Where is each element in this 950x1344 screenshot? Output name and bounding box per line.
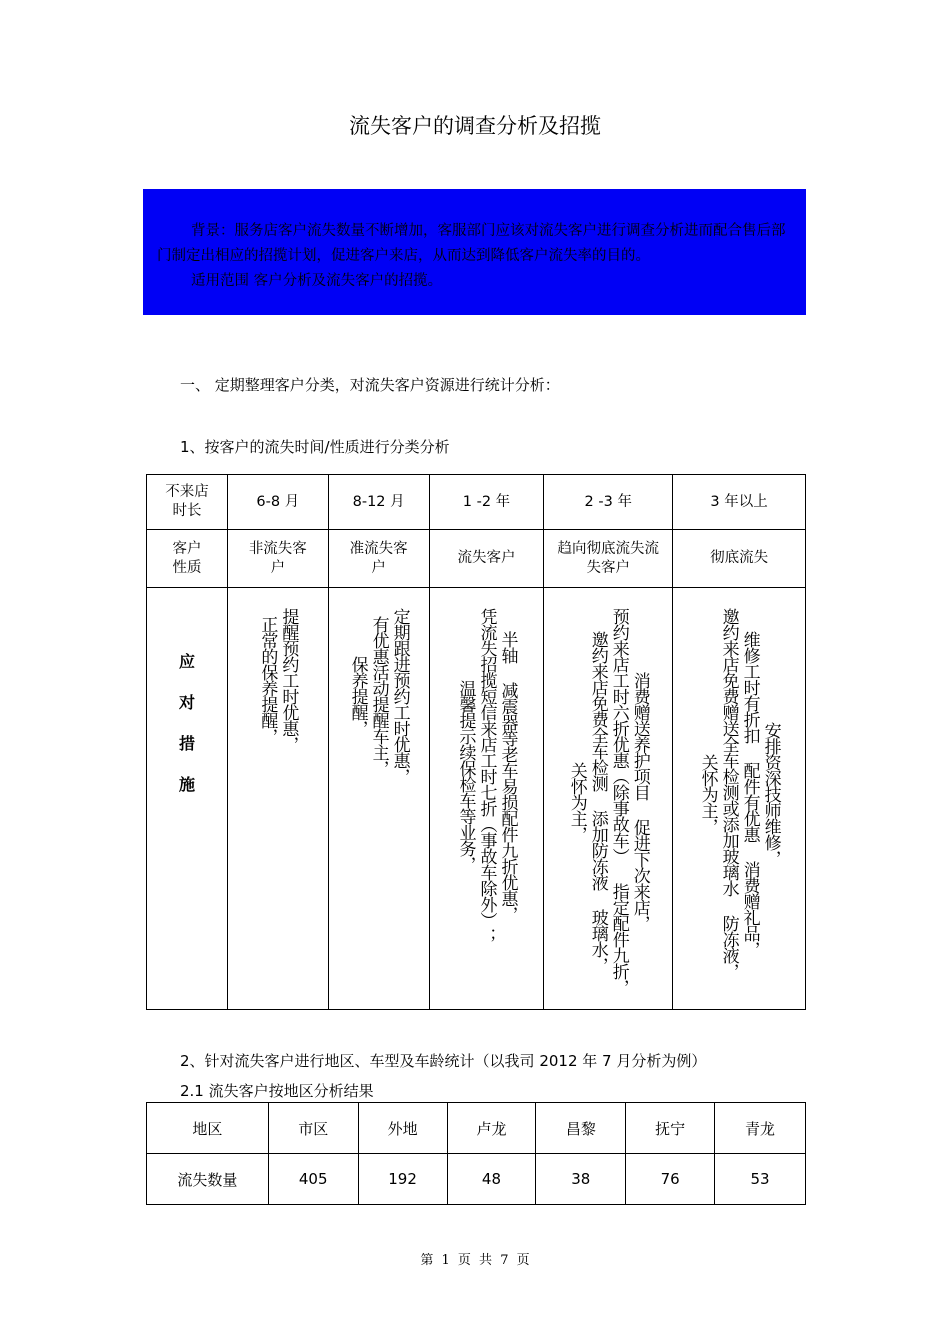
table-cell: 半轴 减震器等老车易损配件九折优惠， 凭流失招揽短信来店工时七折（事故车除外）； 温馨提示续保检车等业务， bbox=[429, 588, 544, 1010]
table-header-cell: 地区 bbox=[147, 1103, 269, 1154]
measures-label-cell bbox=[147, 588, 228, 1010]
table-header-cell: 卢龙 bbox=[447, 1103, 536, 1154]
section2-heading: 2、针对流失客户进行地区、车型及车龄统计（以我司 2012 年 7 月分析为例） bbox=[180, 1052, 707, 1070]
table-cell: 流失客户 bbox=[429, 530, 544, 588]
region-analysis-table bbox=[146, 1102, 806, 1205]
table-cell: 流失数量 bbox=[147, 1154, 269, 1205]
table-cell: 1 -2 年 bbox=[429, 475, 544, 530]
table-cell: 6-8 月 bbox=[227, 475, 328, 530]
table-cell: 客户性质 bbox=[147, 530, 228, 588]
table-cell: 不来店时长 bbox=[147, 475, 228, 530]
table-cell: 38 bbox=[536, 1154, 626, 1205]
page-footer: 第 1 页 共 7 页 bbox=[420, 1253, 530, 1268]
table-row bbox=[147, 475, 806, 530]
table-cell: 405 bbox=[268, 1154, 358, 1205]
table-cell: 安排资深技师维修， 维修工时有折扣 配件有优惠 消费赠礼品， 邀约来店免费赠送全车检测或添加玻璃水 防冻液， 关怀为主， bbox=[673, 588, 806, 1010]
section2-subheading: 2.1 流失客户按地区分析结果 bbox=[180, 1082, 374, 1100]
table-cell: 8-12 月 bbox=[328, 475, 429, 530]
section1-heading: 一、 定期整理客户分类，对流失客户资源进行统计分析： bbox=[180, 376, 560, 394]
table-header-cell: 市区 bbox=[268, 1103, 358, 1154]
table-cell: 定期跟进预约工时优惠， 有优惠活动提醒车主， 保养提醒， bbox=[328, 588, 429, 1010]
table-header-cell: 昌黎 bbox=[536, 1103, 626, 1154]
churn-classification-table bbox=[146, 474, 806, 1010]
table-row bbox=[147, 1103, 806, 1154]
table-cell: 2 -3 年 bbox=[544, 475, 673, 530]
table-row bbox=[147, 1154, 806, 1205]
table-header-cell: 青龙 bbox=[715, 1103, 806, 1154]
table-cell: 非流失客户 bbox=[227, 530, 328, 588]
table-row bbox=[147, 530, 806, 588]
page-title: 流失客户的调查分析及招揽 bbox=[349, 114, 601, 138]
table-cell: 53 bbox=[715, 1154, 806, 1205]
section1-subheading: 1、按客户的流失时间/性质进行分类分析 bbox=[180, 438, 450, 456]
table-header-cell: 抚宁 bbox=[626, 1103, 715, 1154]
table-cell: 192 bbox=[358, 1154, 447, 1205]
table-cell: 准流失客户 bbox=[328, 530, 429, 588]
table-cell: 3 年以上 bbox=[673, 475, 806, 530]
scope-text: 适用范围 客户分析及流失客户的招揽。 bbox=[191, 273, 443, 289]
background-text: 背景：服务店客户流失数量不断增加，客服部门应该对流失客户进行调查分析进而配合售后部门制定出相应的招揽计划，促进客户来店，从而达到降低客户流失率的目的。 bbox=[157, 223, 786, 264]
table-cell: 48 bbox=[447, 1154, 536, 1205]
background-box bbox=[143, 189, 806, 315]
table-header-cell: 外地 bbox=[358, 1103, 447, 1154]
table-cell: 消费赠送养护项目 促进下次来店， 预约来店工时六折优惠（除事故车） 指定配件九折， 邀约来店免费全车检测 添加防冻液 玻璃水， 关怀为主， bbox=[544, 588, 673, 1010]
table-cell: 76 bbox=[626, 1154, 715, 1205]
table-cell: 彻底流失 bbox=[673, 530, 806, 588]
measures-label: 应 对 措 施 bbox=[178, 652, 195, 794]
table-cell: 提醒预约工时优惠， 正常的保养提醒， bbox=[227, 588, 328, 1010]
table-row bbox=[147, 588, 806, 1010]
table-cell: 趋向彻底流失流失客户 bbox=[544, 530, 673, 588]
